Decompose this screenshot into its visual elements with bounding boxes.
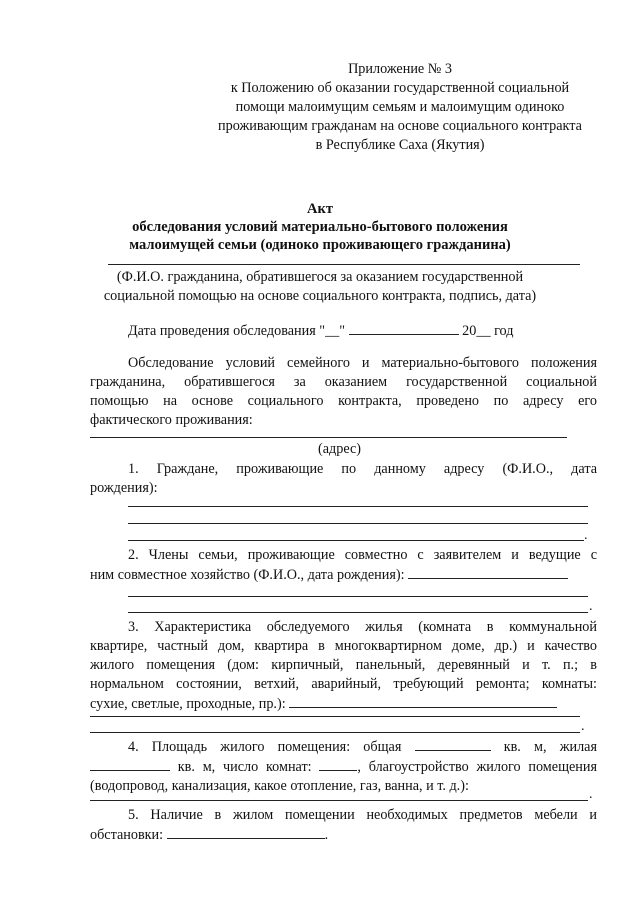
appendix-header [200,60,600,155]
section-2-fill-line-1[interactable] [128,596,588,597]
section-2 [90,546,597,585]
total-area-field[interactable] [415,737,491,751]
section-4-row-2-a: кв. м, число комнат: [177,759,312,775]
section-4-end-dot: . [589,787,593,802]
title-line-1: Акт [307,201,333,217]
section-1-end-dot: . [584,528,588,543]
section-4-row-1-b: кв. м, жилая [503,739,598,755]
intro-row-1: Обследование условий семейного и материально-бытового положения [128,355,597,371]
section-1-fill-line-1[interactable] [128,506,588,507]
section-2-row-1: 2. Члены семьи, проживающие совместно с заявителем и ведущие с [128,547,597,563]
act-title [60,200,580,254]
section-3-end-dot: . [581,719,585,734]
section-4-row-2 [90,757,597,777]
section-2-end-dot: . [589,599,593,614]
section-1-row-1: 1. Граждане, проживающие по данному адресу (Ф.И.О., дата [128,461,597,477]
section-1-row-2: рождения): [90,480,158,496]
section-3-row-3: жилого помещения (дом: кирпичный, панельный, деревянный и т. п.; в [90,657,597,673]
address-fill-line[interactable] [90,437,567,438]
section-1-fill-line-3[interactable] [128,540,584,541]
section-4-row-1 [90,737,597,757]
applicant-fill-line[interactable] [108,264,580,265]
section-3-row-1: 3. Характеристика обследуемого жилья (комната в коммунальной [128,619,597,635]
inspection-date-line [128,321,513,341]
section-4-fill-line[interactable] [90,800,588,801]
section-4-row-3: (водопровод, канализация, какое отопление, газ, ванна, и т. д.): [90,778,469,794]
section-2-fill-line-2[interactable] [128,612,588,613]
section-3-row-5-text: сухие, светлые, проходные, пр.): [90,696,286,712]
appendix-line-4: в Республике Саха (Якутия) [315,137,485,153]
appendix-line-2: помощи малоимущим семьям и малоимущим одиноко [235,99,565,115]
section-3-fill-line-1[interactable] [90,716,580,717]
title-line-2: обследования условий материально-бытового положения [132,219,508,235]
section-4 [90,737,597,796]
applicant-note [60,268,580,306]
section-1 [90,460,597,498]
section-4-row-2-b: , благоустройство жилого помещения [357,759,598,775]
living-area-field[interactable] [90,757,170,771]
section-5-row-2-b: . [324,827,329,843]
section-4-row-1-a: 4. Площадь жилого помещения: общая [128,739,402,755]
section-2-row-2-text: ним совместное хозяйство (Ф.И.О., дата рождения): [90,567,405,583]
section-3-fill-line-2[interactable] [90,732,580,733]
furniture-field[interactable] [167,825,325,839]
address-caption: (адрес) [318,441,362,457]
appendix-line-3: проживающим гражданам на основе социального контракта [218,118,582,134]
intro-row-3: помощью на основе социального контракта, проведено по адресу его [90,393,597,409]
inspection-month-field[interactable] [349,321,459,335]
intro-row-4: фактического проживания: [90,412,253,428]
section-3-row-2: квартире, частный дом, квартира в многоквартирном доме, др.) и качество [90,638,597,654]
appendix-line-1: к Положению об оказании государственной социальной [230,80,570,96]
applicant-note-line-1: (Ф.И.О. гражданина, обратившегося за оказанием государственной [116,269,524,285]
intro-paragraph [90,354,597,430]
appendix-number: Приложение № 3 [348,61,452,77]
section-5-row-1: 5. Наличие в жилом помещении необходимых предметов мебели и [128,807,597,823]
intro-row-2: гражданина, обратившегося за оказанием государственной социальной [90,374,597,390]
section-3 [90,618,597,714]
section-2-row-2 [90,565,597,585]
title-line-3: малоимущей семьи (одиноко проживающего гражданина) [129,237,511,253]
inspection-date-prefix: Дата проведения обследования "__" [128,323,346,339]
section-3-inline-field[interactable] [289,694,557,708]
section-3-row-5 [90,694,597,714]
section-5 [90,806,597,845]
section-5-row-2 [90,825,597,845]
section-2-inline-field[interactable] [408,565,568,579]
section-3-row-4: нормальном состоянии, ветхий, аварийный, требующий ремонта; комнаты: [90,676,597,692]
inspection-year: 20__ год [462,323,514,339]
rooms-count-field[interactable] [319,757,357,771]
applicant-note-line-2: социальной помощью на основе социального контракта, подпись, дата) [103,288,537,304]
section-5-row-2-a: обстановки: [90,827,164,843]
section-1-fill-line-2[interactable] [128,523,588,524]
